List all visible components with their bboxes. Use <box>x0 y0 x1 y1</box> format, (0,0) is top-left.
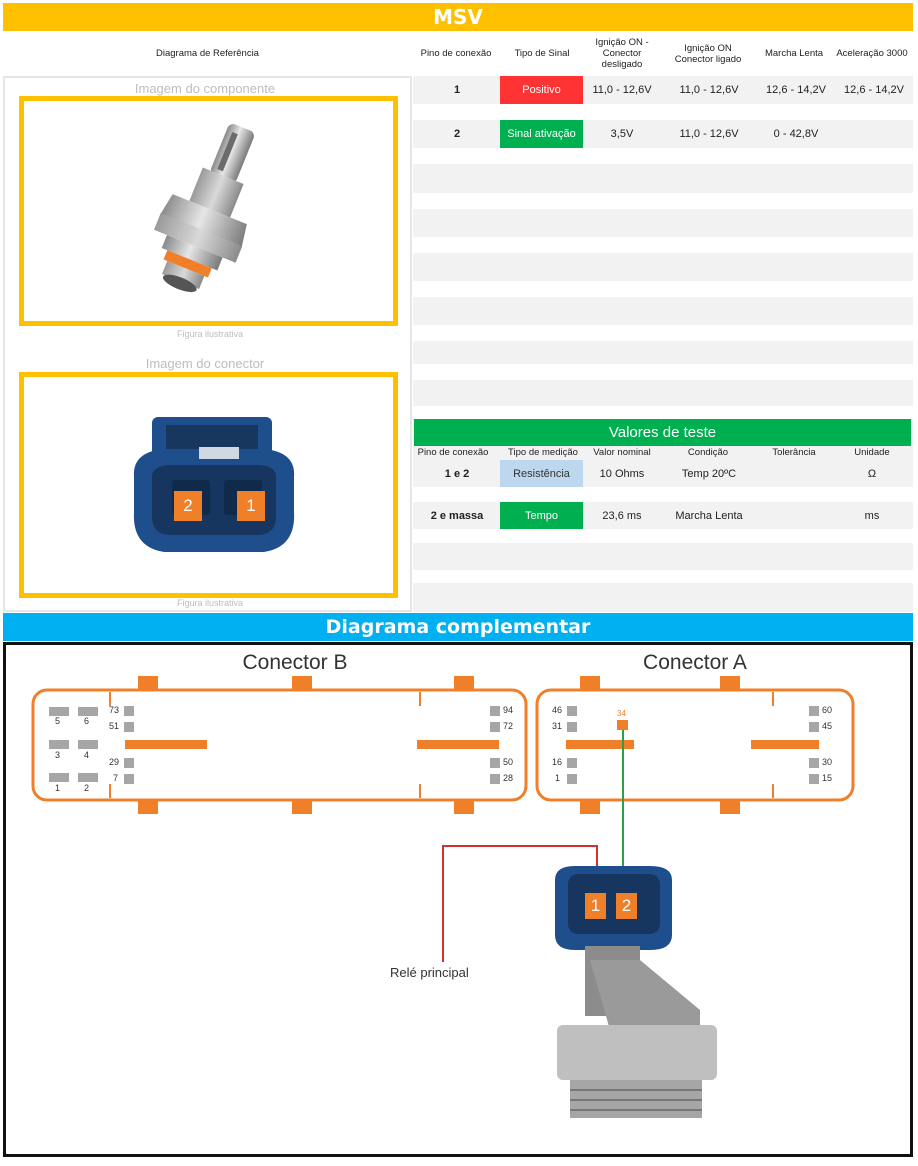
b-pin-7: 7 <box>113 773 119 783</box>
sensor-pin-2-label: 2 <box>616 893 637 919</box>
a-pin-45: 45 <box>822 721 833 731</box>
a-pin-31: 31 <box>552 721 563 731</box>
test-header-unit: Unidade <box>854 447 890 458</box>
test-row-2-nominal: 23,6 ms <box>602 509 642 522</box>
page-title: MSV <box>3 3 913 31</box>
test-header-pin: Pino de conexão <box>417 447 489 458</box>
component-caption: Imagem do componente <box>134 81 276 96</box>
connector-pin-2-label: 2 <box>174 491 202 521</box>
diagram-title: Diagrama complementar <box>3 613 913 641</box>
test-row-1-type: Resistência <box>500 460 583 487</box>
b-pin-1: 1 <box>55 783 61 793</box>
b-pin-29: 29 <box>109 757 120 767</box>
row-1-ign-off: 11,0 - 12,6V <box>592 84 652 96</box>
a-pin-30: 30 <box>822 757 833 767</box>
b-pin-3: 3 <box>55 750 61 760</box>
a-pin-34: 34 <box>617 709 626 718</box>
a-pin-46: 46 <box>552 705 563 715</box>
figure-caption-2: Figura ilustrativa <box>176 598 244 608</box>
test-header-type: Tipo de medição <box>508 447 578 458</box>
a-pin-60: 60 <box>822 705 833 715</box>
row-1-accel: 12,6 - 14,2V <box>844 84 904 96</box>
header-pin: Pino de conexão <box>420 48 492 59</box>
test-row-2-pin: 2 e massa <box>430 509 484 522</box>
b-pin-5: 5 <box>55 716 61 726</box>
test-header-nominal: Valor nominal <box>593 447 651 458</box>
b-pin-2: 2 <box>84 783 90 793</box>
b-pin-6: 6 <box>84 716 90 726</box>
sensor-pin-1-label: 1 <box>585 893 606 919</box>
header-idle: Marcha Lenta <box>764 48 824 59</box>
connector-a-label: Conector A <box>643 651 747 674</box>
row-1-idle: 12,6 - 14,2V <box>766 84 826 96</box>
test-header-condition: Condição <box>687 447 729 458</box>
b-pin-73: 73 <box>109 705 120 715</box>
test-row-2-condition: Marcha Lenta <box>675 509 743 522</box>
header-ref-diagram: Diagrama de Referência <box>156 48 259 59</box>
b-pin-94: 94 <box>503 705 514 715</box>
row-2-ign-on: 11,0 - 12,6V <box>679 128 739 140</box>
test-values-title: Valores de teste <box>414 419 911 446</box>
b-pin-72: 72 <box>503 721 514 731</box>
connector-caption: Imagem do conector <box>145 356 265 371</box>
b-pin-28: 28 <box>503 773 514 783</box>
row-1-ign-on: 11,0 - 12,6V <box>679 84 739 96</box>
header-accel: Aceleração 3000 <box>836 48 908 59</box>
test-header-tolerance: Tolerância <box>772 447 816 458</box>
header-ign-off: Ignição ON - Conector desligado <box>595 37 649 70</box>
a-pin-15: 15 <box>822 773 833 783</box>
row-2-idle: 0 - 42,8V <box>773 128 819 140</box>
row-2-signal-badge: Sinal ativação <box>500 120 583 148</box>
connector-b-label: Conector B <box>242 651 348 674</box>
test-row-2-type: Tempo <box>500 502 583 529</box>
row-2-pin: 2 <box>453 128 461 140</box>
row-1-pin: 1 <box>453 84 461 96</box>
b-pin-4: 4 <box>84 750 90 760</box>
header-ign-on: Ignição ON Conector ligado <box>674 42 742 65</box>
b-pin-50: 50 <box>503 757 514 767</box>
test-row-2-unit: ms <box>864 509 880 522</box>
connector-pin-1-label: 1 <box>237 491 265 521</box>
test-row-1-pin: 1 e 2 <box>444 467 470 480</box>
test-row-1-condition: Temp 20ºC <box>681 467 737 480</box>
test-row-1-nominal: 10 Ohms <box>599 467 645 480</box>
row-2-ign-off: 3,5V <box>610 128 634 140</box>
row-1-signal-badge: Positivo <box>500 76 583 104</box>
figure-caption-1: Figura ilustrativa <box>176 329 244 339</box>
test-row-1-unit: Ω <box>867 467 877 480</box>
relay-label: Relé principal <box>390 965 469 980</box>
a-pin-16: 16 <box>552 757 563 767</box>
b-pin-51: 51 <box>109 721 120 731</box>
header-signal-type: Tipo de Sinal <box>514 48 570 59</box>
a-pin-1: 1 <box>555 773 561 783</box>
